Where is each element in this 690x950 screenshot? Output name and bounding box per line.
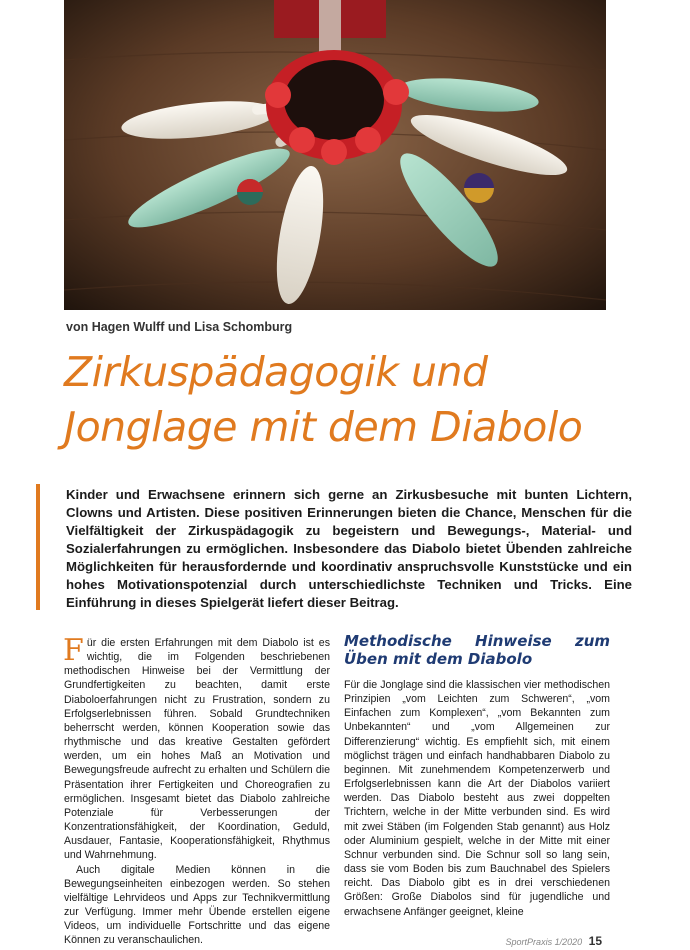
juggling-ball-right [464,173,494,203]
header-photo [64,0,606,310]
section-subheading: Methodische Hinweise zum Üben mit dem Diabolo [344,632,610,668]
left-paragraph-1-text: ür die ersten Erfahrungen mit dem Diabolo ist es wichtig, die im Folgenden beschriebenen methodischen Hinweise bei der Vermittlung der Grundfertigkeiten zu beachten, damit erste Diaboloerfahrungen nicht zu Frustration, sondern zu Erfolgserlebnissen führen. Sobald Grundtechniken beherrscht werden, können Kooperation sowie das rhythmische und das kreative Gestalten gefördert werden, um ein hohes Maß an Motivation und Bewegungsfreude aufrecht zu erhalten und Schülern die Präsentation ihrer Fertigkeiten und Choreografien zu ermöglichen. Insgesamt bietet das Diabolo zahlreiche Potenziale für Verbesserungen der Konzentrationsfähigkeit, der Koordination, Geduld, Ausdauer, Fantasie, Kooperationsfähigkeit, Rhythmus und Wahrnehmung. [64,637,330,862]
right-paragraph-1: Für die Jonglage sind die klassischen vier methodischen Prinzipien „vom Leichten zum Schweren“, „vom Einfachen zum Komplexen“, „vom Bekannten zum Unbekannten“ und „vom Allgemeinen zur Differenzierung“ wichtig. Es empfiehlt sich, mit einem möglichst trägen und einfach handhabbaren Diabolo zu beginnen. Mit zunehmendem Kompetenzerwerb und Erfolgserlebnissen kann die Art der Diabolos variiert werden. Das Diabolo besteht aus zwei doppelten Trichtern, welche in der Mitte verbunden sind. Es wird mit zwei Stäben (im Folgenden Stab genannt) aus Holz oder Aluminium gespielt, welche in der Mitte mit einer Schnur verbunden sind. Die Schnur soll so lang sein, dass sie vom Boden bis zum Bauchnabel des Spielers reicht. Das Diabolo gibt es in drei verschiedenen Größen: Große Diabolos sind für jugendliche und erwachsene Anfänger geeignet, kleine [344,679,610,918]
left-column [63,633,330,947]
right-column [344,632,610,919]
title-line-2: Jonglage mit dem Diabolo [64,403,583,451]
issue-number: 1/2020 [554,937,583,947]
drop-cap: F [63,633,84,668]
intro-accent-bar [36,484,40,610]
left-paragraph-2: Auch digitale Medien können in die Bewegungseinheiten einbezogen werden. So stehen vielfältige Lehrvideos und Apps zur Technikvermittlung zur Verfügung. Immer mehr Übende erstellen eigene Videos, um individuelle Fortschritte und das eigene Können zu veranschaulichen. [64,863,330,947]
page-number: 15 [588,934,602,948]
page-footer [506,934,602,948]
byline: von Hagen Wulff und Lisa Schomburg [66,320,293,334]
intro-paragraph: Kinder und Erwachsene erinnern sich gerne an Zirkusbesuche mit bunten Lichtern, Clowns und Artisten. Diese positiven Erinnerungen bieten die Chance, Menschen für die Vielfältigkeit der Zirkuspädagogik zu begeistern und Bewegungs-, Material- und Sozialerfahrungen zu ermöglichen. Insbesondere das Diabolo bietet Übenden zahlreiche Möglichkeiten für herausfordernde und koordinativ anspruchsvolle Kunststücke und ein hohes Motivationspotenzial durch unterschiedlichste Techniken und Tricks. Eine Einführung in dieses Spielgerät liefert dieser Beitrag. [66,487,632,610]
left-paragraph-1 [63,633,330,863]
magazine-name: SportPraxis [505,937,553,947]
article-title [64,345,664,455]
juggling-ball-left [237,179,263,205]
title-line-1: Zirkuspädagogik und [64,348,488,396]
